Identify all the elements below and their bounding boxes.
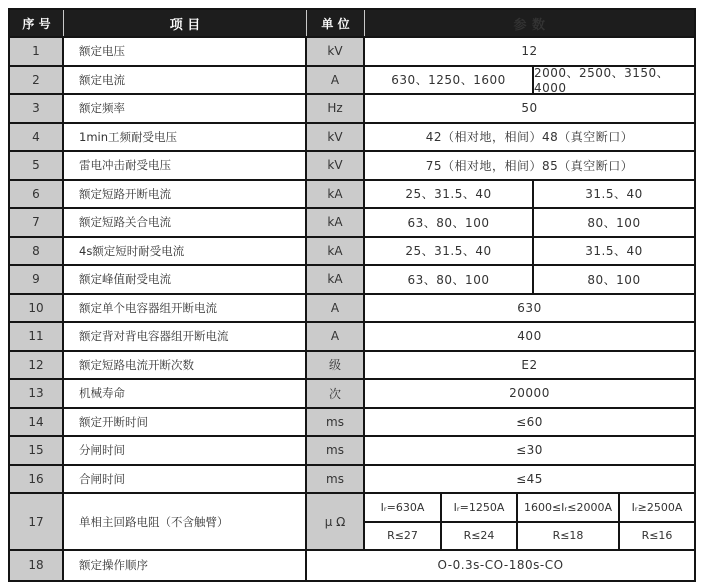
- row-no: 16: [10, 466, 64, 493]
- row-param: 75（相对地，相间）85（真空断口）: [425, 158, 634, 173]
- table-row: [10, 67, 694, 96]
- row-no: 3: [10, 95, 64, 122]
- table-row: [10, 409, 694, 438]
- row-param: 20000: [509, 386, 550, 401]
- row-no: 12: [10, 352, 64, 379]
- row-item: 额定操作顺序: [64, 551, 307, 580]
- table-row: [10, 266, 694, 295]
- param-sub-value: R≤24: [442, 523, 518, 550]
- header-param: 参 数: [513, 17, 546, 33]
- header-unit: 单 位: [307, 10, 365, 36]
- row-item: 额定短路关合电流: [64, 209, 307, 236]
- row-no: 7: [10, 209, 64, 236]
- table-row: [10, 323, 694, 352]
- row-unit: kA: [307, 181, 365, 208]
- row-no: 9: [10, 266, 64, 293]
- param-sub-header: Iᵣ≥2500A: [631, 500, 683, 514]
- row-unit: kA: [307, 209, 365, 236]
- row-param: 400: [517, 329, 542, 344]
- row-no: 10: [10, 295, 64, 322]
- row-unit: kV: [307, 152, 365, 179]
- param-sub-header: Iᵣ=1250A: [442, 494, 518, 521]
- row-item: 雷电冲击耐受电压: [64, 152, 307, 179]
- row-param-right: 31.5、40: [585, 244, 643, 259]
- row-no: 2: [10, 67, 64, 94]
- row-item: 单相主回路电阻（不含触臂）: [64, 494, 307, 549]
- row-param-right: 31.5、40: [585, 187, 643, 202]
- row-unit: kV: [307, 124, 365, 151]
- row-item: 1min工频耐受电压: [64, 124, 307, 151]
- row-param-left: 25、31.5、40: [365, 181, 534, 208]
- row-item: 额定背对背电容器组开断电流: [64, 323, 307, 350]
- table-row: [10, 551, 694, 580]
- row-param-right: 80、100: [587, 215, 641, 230]
- table-row: [10, 181, 694, 210]
- row-item: 额定短路开断电流: [64, 181, 307, 208]
- param-sub-value: R≤16: [641, 529, 673, 543]
- row-item: 额定单个电容器组开断电流: [64, 295, 307, 322]
- row-unit: μ Ω: [307, 494, 365, 549]
- row-item: 分闸时间: [64, 437, 307, 464]
- row-unit: A: [307, 67, 365, 94]
- row-param-right: 80、100: [587, 272, 641, 287]
- table-row: [10, 238, 694, 267]
- table-row: [10, 209, 694, 238]
- table-header: [10, 10, 694, 38]
- row-param: ≤60: [516, 414, 543, 429]
- row-param: ≤45: [516, 471, 543, 486]
- param-sub-header: Iᵣ=630A: [365, 494, 442, 521]
- header-item: 项 目: [64, 10, 307, 36]
- row-unit: A: [307, 295, 365, 322]
- table-row: [10, 95, 694, 124]
- row-no: 15: [10, 437, 64, 464]
- table-row: [10, 38, 694, 67]
- param-sub-value: R≤27: [365, 523, 442, 550]
- row-unit: kV: [307, 38, 365, 65]
- row-no: 4: [10, 124, 64, 151]
- row-param-left: 63、80、100: [365, 266, 534, 293]
- row-no: 8: [10, 238, 64, 265]
- row-no: 14: [10, 409, 64, 436]
- row-unit: 次: [307, 380, 365, 407]
- row-param: 50: [521, 101, 538, 116]
- row-item: 额定电压: [64, 38, 307, 65]
- row-param: 42（相对地，相间）48（真空断口）: [425, 130, 634, 145]
- row-item: 机械寿命: [64, 380, 307, 407]
- param-sub-value: R≤18: [518, 523, 620, 550]
- row-item: 4s额定短时耐受电流: [64, 238, 307, 265]
- spec-table: [8, 8, 696, 582]
- table-row: [10, 466, 694, 495]
- row-param: ≤30: [516, 443, 543, 458]
- row-item: 额定短路电流开断次数: [64, 352, 307, 379]
- table-row: [10, 437, 694, 466]
- row-param: 12: [521, 44, 538, 59]
- row-item: 额定电流: [64, 67, 307, 94]
- row-param-right: 2000、2500、3150、4000: [534, 66, 670, 96]
- row-param-left: 63、80、100: [365, 209, 534, 236]
- row-no: 17: [10, 494, 64, 549]
- row-unit: 级: [307, 352, 365, 379]
- row-param: 630: [517, 300, 542, 315]
- row-unit: Hz: [307, 95, 365, 122]
- row-unit: A: [307, 323, 365, 350]
- table-row: [10, 295, 694, 324]
- row-param: O-0.3s-CO-180s-CO: [437, 558, 564, 573]
- row-item: 合闸时间: [64, 466, 307, 493]
- table-row: [10, 494, 694, 551]
- row-no: 1: [10, 38, 64, 65]
- row-param: E2: [521, 357, 538, 372]
- row-unit: kA: [307, 238, 365, 265]
- row-unit: ms: [307, 437, 365, 464]
- table-row: [10, 352, 694, 381]
- row-param-grid: [365, 494, 694, 549]
- row-item: 额定开断时间: [64, 409, 307, 436]
- table-row: [10, 124, 694, 153]
- param-sub-header: 1600≤Iᵣ≤2000A: [518, 494, 620, 521]
- row-param-left: 630、1250、1600: [365, 67, 534, 94]
- row-item: 额定峰值耐受电流: [64, 266, 307, 293]
- row-unit: ms: [307, 466, 365, 493]
- row-no: 18: [10, 551, 64, 580]
- row-unit: kA: [307, 266, 365, 293]
- row-no: 6: [10, 181, 64, 208]
- row-unit: ms: [307, 409, 365, 436]
- table-row: [10, 380, 694, 409]
- row-no: 11: [10, 323, 64, 350]
- header-no: 序 号: [10, 10, 64, 36]
- table-row: [10, 152, 694, 181]
- row-item: 额定频率: [64, 95, 307, 122]
- row-no: 5: [10, 152, 64, 179]
- row-no: 13: [10, 380, 64, 407]
- row-param-left: 25、31.5、40: [365, 238, 534, 265]
